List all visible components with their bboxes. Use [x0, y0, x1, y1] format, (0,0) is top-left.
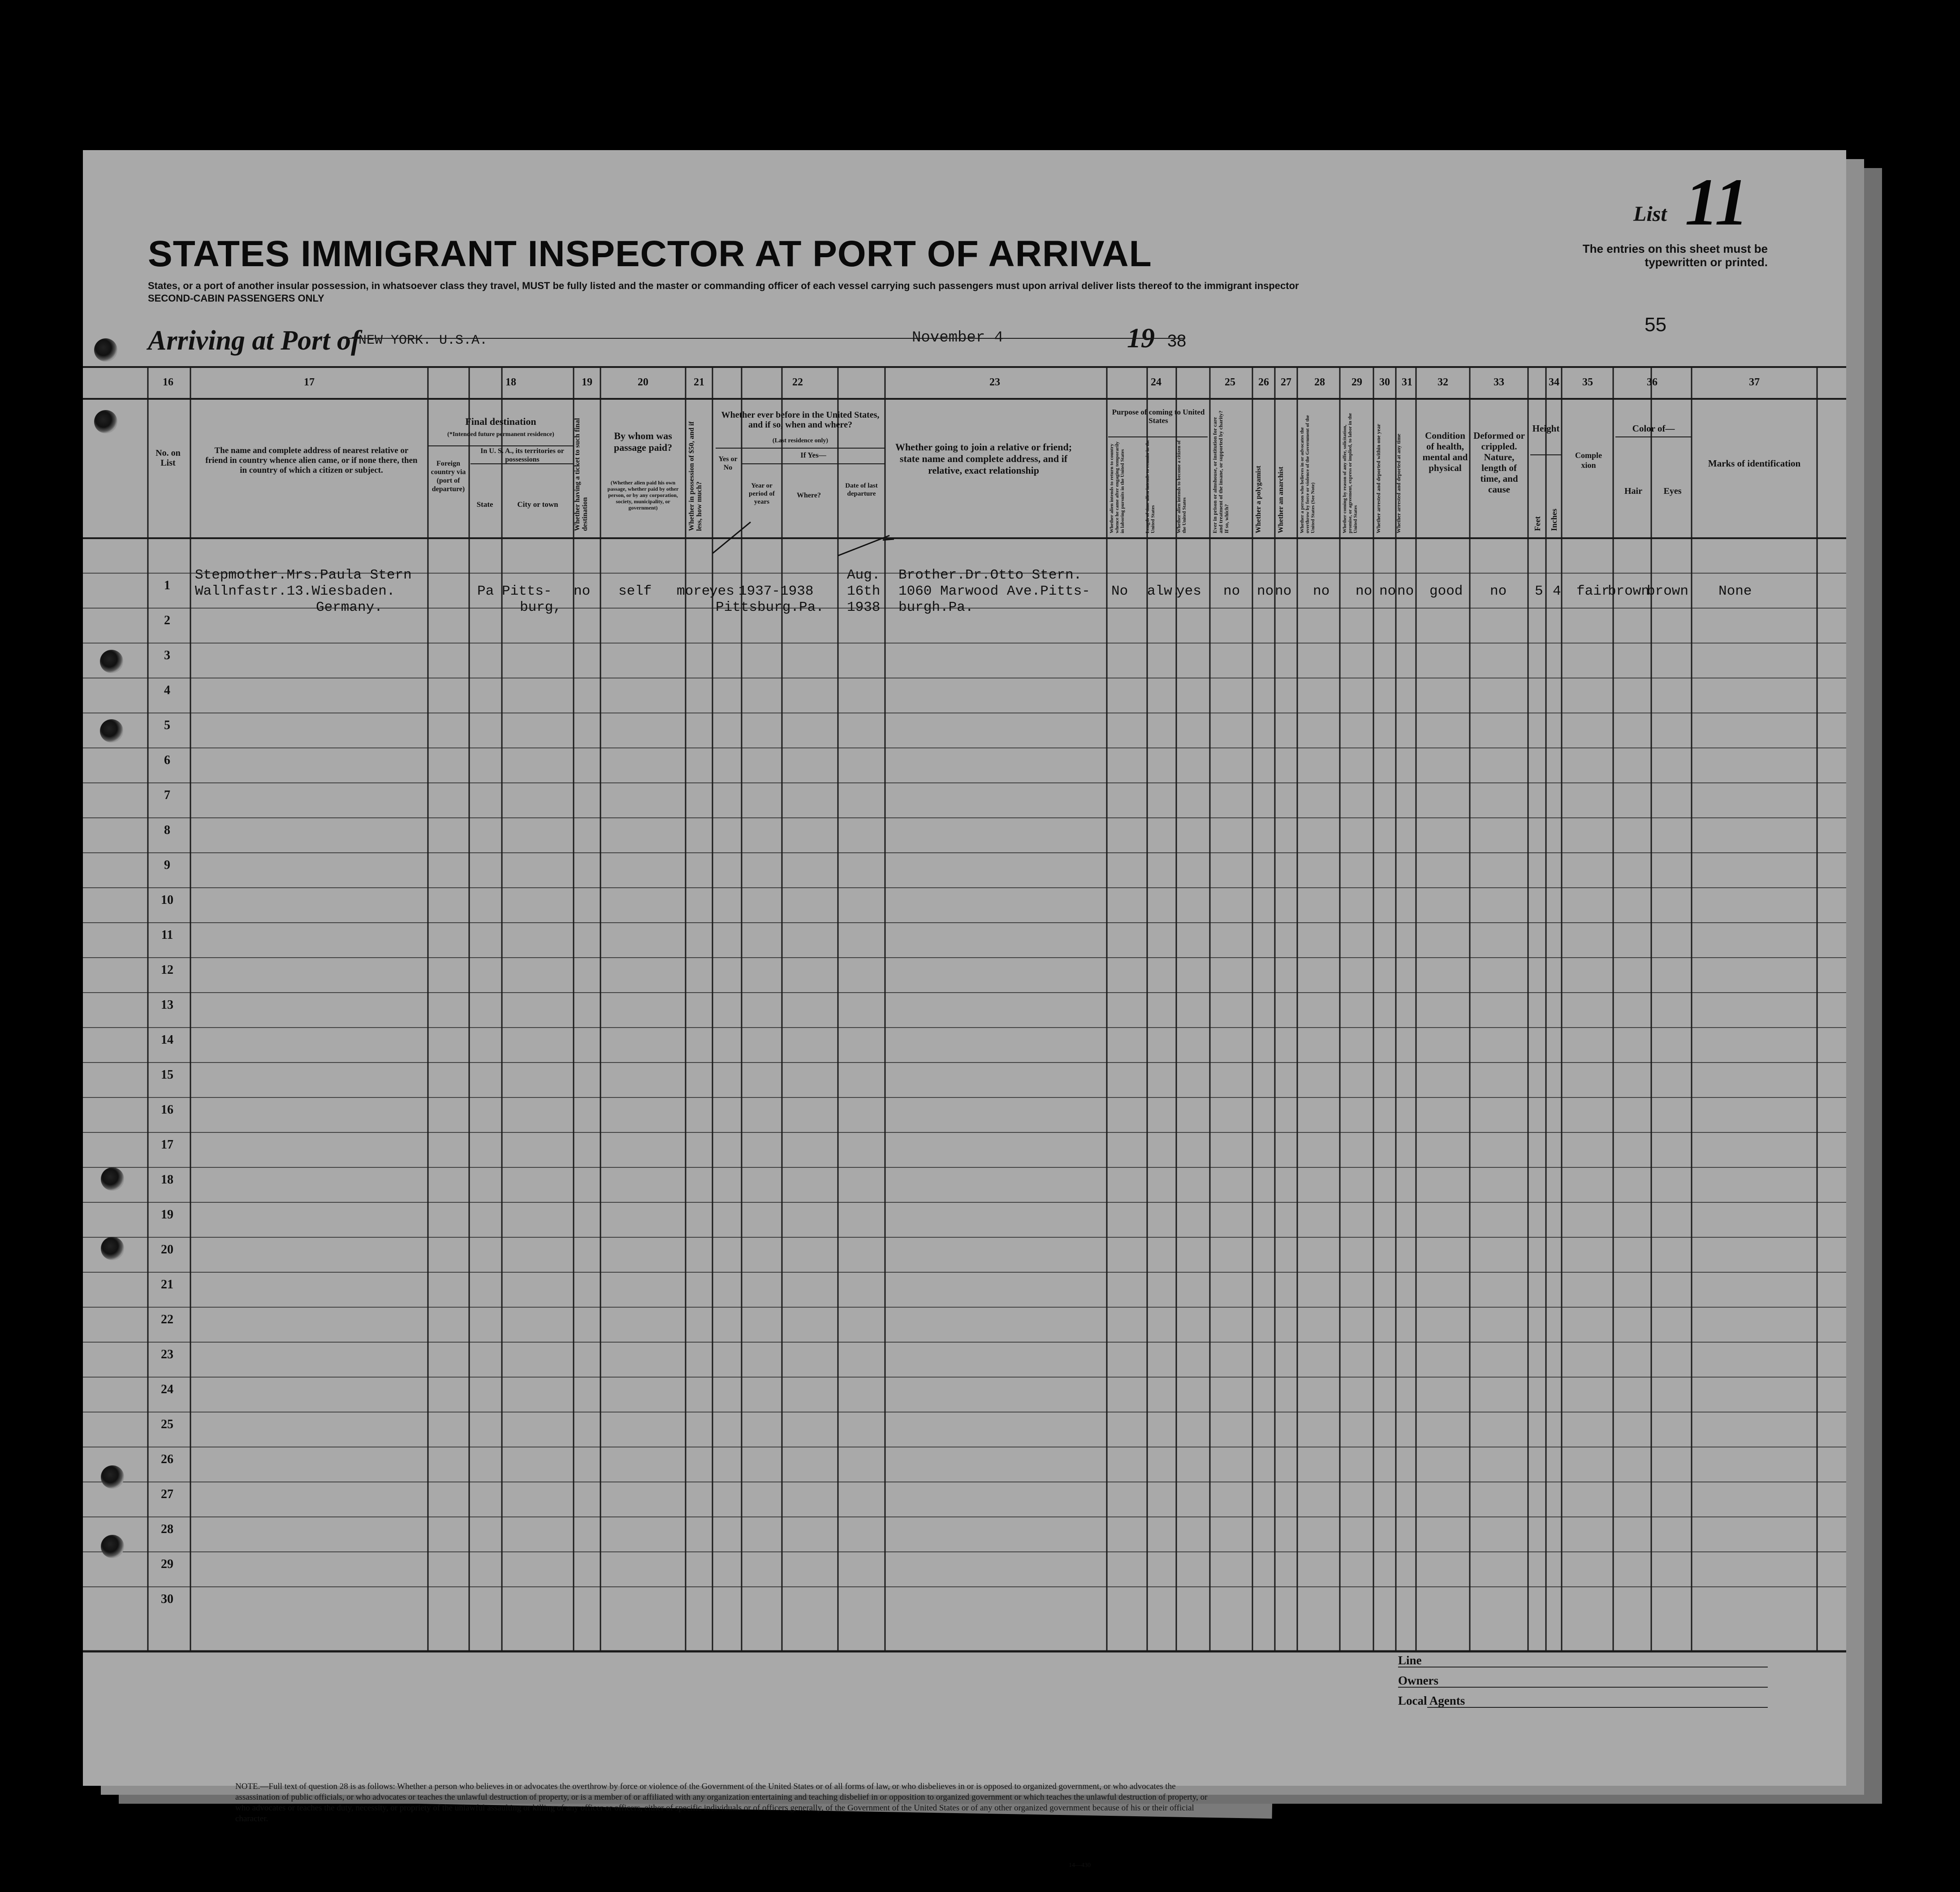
header-purpose: Purpose of coming to United States	[1112, 408, 1205, 425]
port-value: NEW YORK. U.S.A.	[358, 333, 488, 348]
header-date-departure: Date of last departure	[845, 482, 878, 497]
header-year-period: Year or period of years	[749, 482, 775, 505]
form-number: 14—430	[1069, 1862, 1091, 1869]
row-number: 2	[164, 613, 170, 627]
column-number: 20	[638, 376, 648, 388]
line-label: Line	[1398, 1654, 1422, 1667]
column-number: 18	[505, 376, 516, 388]
header-ever-before: Whether ever before in the United States, and if so, when and where?	[721, 410, 880, 430]
header-feet: Feet	[1533, 516, 1542, 531]
header-in-usa: In U. S. A., its territories or possessions	[480, 447, 564, 463]
binding-hole	[94, 410, 117, 433]
polygamist-value: no	[1257, 583, 1274, 599]
year-prefix: 19	[1127, 323, 1155, 354]
column-number: 22	[792, 376, 803, 388]
row-number: 23	[161, 1348, 173, 1361]
destination-city-line-2: burg,	[520, 600, 562, 615]
header-no-on-list: No. on List	[155, 448, 181, 468]
header-instruction: States, or a port of another insular possession, in whatsoever class they travel, MUST be fully listed and the master or commanding officer of each vessel carrying such passengers must upon arrival deliver lists thereof to the immigrant inspector	[148, 280, 1299, 291]
where-value: Pittsburg.Pa.	[716, 600, 824, 615]
column-number: 28	[1314, 376, 1325, 388]
binding-hole	[101, 1465, 124, 1489]
header-if-yes: If Yes—	[800, 451, 826, 459]
row-number: 4	[164, 683, 170, 697]
header-purpose-length: Length of time alien intends to remain in the United States	[1145, 440, 1156, 533]
header-by-whom-note: (Whether alien paid his own passage, whether paid by other person, or by any corporation, society, municipality, or government)	[607, 479, 679, 511]
column-number: 36	[1647, 376, 1658, 388]
row-number: 30	[161, 1592, 173, 1606]
header-q31: Whether arrested and deported at any time	[1395, 433, 1402, 533]
question-28-note: NOTE.—Full text of question 28 is as follows: Whether a person who believes in or advocates the overthrow by force or violence of the Government of the United States or of all forms of law, or who disbelieves in or is opposed to organized government, or who advocates the assassination of public officials, or who advocates or teaches the unlawful destruction of property, or is a member of or affiliated with any organization entertaining and teaching disbelief in or opposition to organized government or which teaches the unlawful destruction of property, or who advocates or teaches the duty, necessity, or propriety of the unlawful assaulting or killing of any officer or officers, either of specific individuals or of officers generally, of the Government of the United States or of any other organized government because of his or their official character.	[235, 1782, 1208, 1823]
header-eyes: Eyes	[1663, 486, 1682, 496]
departure-line-2: 16th	[847, 583, 881, 599]
column-number: 35	[1582, 376, 1593, 388]
local-agents-label: Local Agents	[1398, 1694, 1465, 1707]
column-number: 31	[1402, 376, 1412, 388]
header-q30: Whether arrested and deported within one year	[1375, 423, 1381, 533]
prison-value: no	[1223, 583, 1240, 599]
column-number: 24	[1151, 376, 1161, 388]
length-value: alw.	[1147, 583, 1181, 599]
header-ticket: Whether having a ticket to such final destination	[574, 418, 589, 531]
owners-label: Owners	[1398, 1674, 1438, 1687]
ruled-grid	[83, 150, 1846, 1786]
column-number: 21	[694, 376, 704, 388]
row-number: 11	[161, 928, 173, 942]
column-number: 23	[989, 376, 1000, 388]
header-purpose-citizen: Whether alien intends to become a citizen of the United States	[1176, 440, 1187, 533]
header-possession: Whether in possession of $50, and if less, how much?	[688, 421, 703, 531]
join-line-3: burgh.Pa.	[898, 600, 974, 615]
row-number: 24	[161, 1382, 173, 1396]
row-number: 15	[161, 1068, 173, 1082]
complexion-value: fair	[1576, 583, 1610, 599]
header-prison: Ever in prison or almshouse, or institution for care and treatment of the insane, or supported by charity? If so, which?	[1212, 410, 1230, 533]
binding-hole	[94, 338, 117, 362]
column-number: 27	[1281, 376, 1291, 388]
column-number: 17	[304, 376, 315, 388]
header-inches: Inches	[1550, 508, 1559, 531]
row-number: 19	[161, 1208, 173, 1222]
q30-value: no	[1379, 583, 1396, 599]
header-state: State	[476, 500, 493, 509]
row-number: 6	[164, 753, 170, 767]
header-where: Where?	[797, 492, 821, 499]
header-final-destination: Final destination	[465, 416, 536, 427]
binding-hole	[100, 719, 123, 743]
header-q29: Whether coming by reason of any offer, solicitation, promise, or agreement, express or implied, to labor in the United States	[1342, 413, 1358, 533]
possession-value: more	[677, 583, 710, 599]
join-line-2: 1060 Marwood Ave.Pitts-	[898, 583, 1090, 599]
return-value: No	[1111, 583, 1128, 599]
row-number: 22	[161, 1313, 173, 1326]
ever-before-value: yes	[709, 583, 734, 599]
column-number: 34	[1549, 376, 1559, 388]
row-number: 21	[161, 1278, 173, 1292]
row-number: 27	[161, 1487, 173, 1501]
header-purpose-return: Whether alien intends to return to country whence he came after engaging temporarily in laboring pursuits in the United States	[1109, 441, 1125, 533]
health-value: good	[1429, 583, 1463, 599]
page-title: STATES IMMIGRANT INSPECTOR AT PORT OF ARRIVAL	[148, 233, 1152, 274]
row-number: 18	[161, 1173, 173, 1187]
column-number: 19	[582, 376, 592, 388]
row-number: 28	[161, 1522, 173, 1536]
binding-hole	[100, 650, 123, 673]
relative-line-2: Wallnfastr.13.Wiesbaden.	[195, 583, 395, 599]
row-number: 14	[161, 1033, 173, 1047]
feet-value: 5	[1535, 583, 1543, 599]
q31-value: no	[1397, 583, 1414, 599]
q28-value: no	[1313, 583, 1330, 599]
binding-hole	[101, 1237, 124, 1260]
date-value: November 4	[912, 329, 1004, 346]
q29-value: no	[1356, 583, 1373, 599]
header-polygamist: Whether a polygamist	[1255, 466, 1262, 533]
page-number: 55	[1645, 314, 1666, 336]
ticket-value: no	[574, 583, 591, 599]
binding-hole	[101, 1535, 124, 1558]
binding-hole	[101, 1167, 124, 1191]
header-final-destination-note: (*Intended future permanent residence)	[447, 431, 554, 438]
header-foreign-country: Foreign country via (port of departure)	[431, 460, 466, 493]
departure-line-3: 1938	[847, 600, 881, 615]
header-class-note: SECOND-CABIN PASSENGERS ONLY	[148, 293, 324, 304]
column-number: 30	[1379, 376, 1390, 388]
column-number: 33	[1494, 376, 1504, 388]
row-number: 16	[161, 1103, 173, 1117]
departure-line-1: Aug.	[847, 567, 881, 583]
hair-value: brown	[1608, 583, 1650, 599]
destination-state: Pa	[477, 583, 494, 599]
relative-line-3: Germany.	[316, 600, 383, 615]
row-number: 29	[161, 1557, 173, 1571]
column-number: 37	[1749, 376, 1760, 388]
column-number: 26	[1258, 376, 1269, 388]
destination-city-line-1: Pitts-	[502, 583, 552, 599]
list-number: 11	[1685, 165, 1748, 239]
relative-line-1: Stepmother.Mrs.Paula Stern	[195, 567, 412, 583]
deformed-value: no	[1490, 583, 1507, 599]
row-number: 5	[164, 718, 170, 732]
row-number: 10	[161, 893, 173, 907]
header-nearest-relative: The name and complete address of nearest relative or friend in country whence alien came, or if none there, then in country of which a citizen or subject.	[205, 446, 418, 475]
header-city: City or town	[517, 500, 558, 509]
column-number: 25	[1225, 376, 1235, 388]
row-number: 17	[161, 1138, 173, 1152]
row-number: 9	[164, 858, 170, 872]
eyes-value: brown	[1647, 583, 1689, 599]
row-number: 20	[161, 1243, 173, 1257]
typewritten-instruction: The entries on this sheet must be typewritten or printed.	[1582, 242, 1768, 269]
row-number: 1	[164, 579, 170, 592]
list-label: List	[1633, 202, 1667, 226]
header-last-residence: (Last residence only)	[772, 437, 829, 444]
year-suffix: 38	[1167, 332, 1187, 350]
row-number: 13	[161, 998, 173, 1012]
header-height: Height	[1532, 423, 1560, 434]
row-number: 3	[164, 648, 170, 662]
header-health: Condition of health, mental and physical	[1422, 430, 1468, 473]
anarchist-value: no	[1275, 583, 1292, 599]
period-value: 1937-1938	[738, 583, 814, 599]
header-by-whom-paid: By whom was passage paid?	[613, 430, 673, 453]
row-number: 7	[164, 788, 170, 802]
row-number: 12	[161, 963, 173, 977]
header-deformed: Deformed or crippled. Nature, length of time, and cause	[1473, 430, 1525, 495]
header-hair: Hair	[1624, 486, 1642, 496]
column-number: 32	[1438, 376, 1448, 388]
header-anarchist: Whether an anarchist	[1277, 467, 1285, 533]
row-number: 26	[161, 1452, 173, 1466]
header-color-of: Color of—	[1632, 423, 1675, 434]
row-number: 25	[161, 1417, 173, 1431]
header-q28: Whether a person who believes in or advocates the overthrow by force or violence of the Government of the United States (See Note)	[1299, 415, 1316, 533]
header-yes-or-no: Yes or No	[718, 455, 738, 471]
citizen-value: yes	[1176, 583, 1201, 599]
arriving-label: Arriving at Port of	[148, 325, 360, 356]
column-number: 16	[163, 376, 173, 388]
inches-value: 4	[1553, 583, 1561, 599]
column-number: 29	[1351, 376, 1362, 388]
row-number: 8	[164, 823, 170, 837]
paid-by-value: self	[618, 583, 652, 599]
manifest-sheet	[83, 150, 1846, 1869]
join-line-1: Brother.Dr.Otto Stern.	[898, 567, 1082, 583]
header-marks: Marks of identification	[1708, 458, 1801, 469]
marks-value: None	[1718, 583, 1752, 599]
header-going-to-join: Whether going to join a relative or friend; state name and complete address, and if relative, exact relationship	[895, 441, 1072, 476]
header-complexion: Complexion	[1575, 451, 1602, 470]
